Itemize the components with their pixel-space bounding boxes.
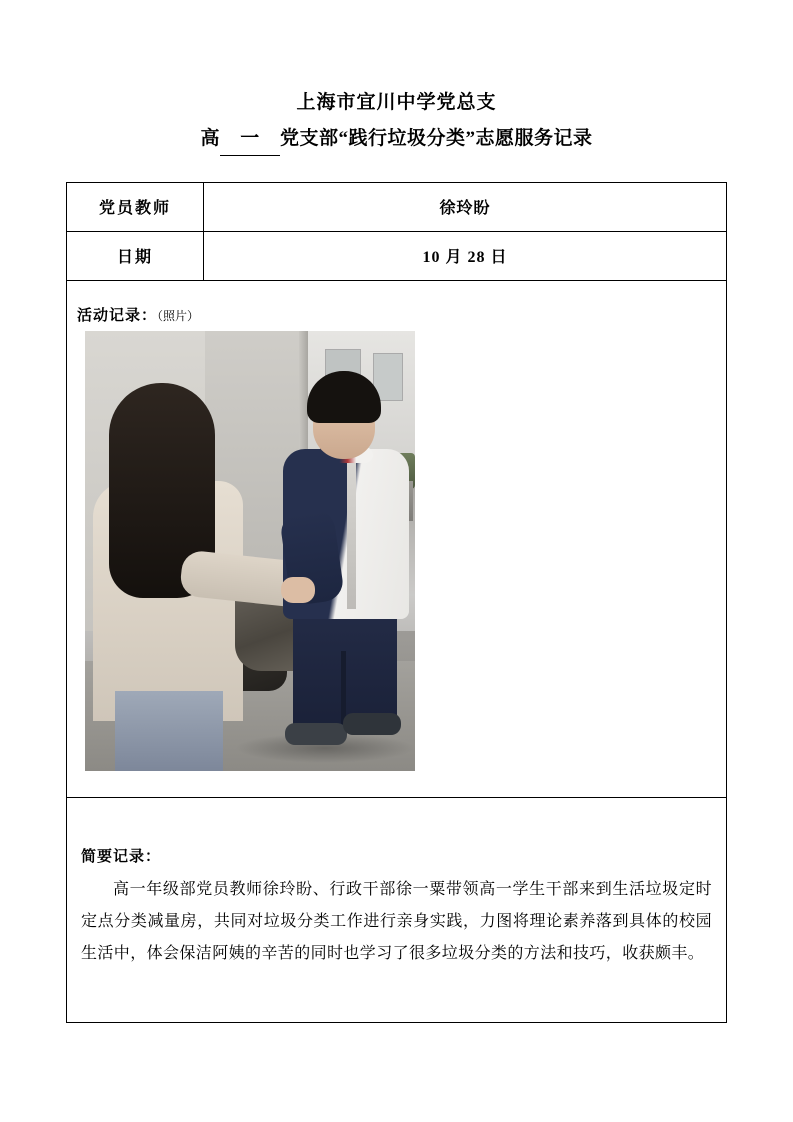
date-value: 10 月 28 日 xyxy=(204,231,727,280)
summary-body: 高一年级部党员教师徐玲盼、行政干部徐一粟带领高一学生干部来到生活垃圾定时定点分类减量房，共同对垃圾分类工作进行亲身实践，力图将理论素养落到具体的校园生活中，体会保洁阿姨的辛苦的同时也学习了很多垃圾分类的方法和技巧，收获颇丰。 xyxy=(81,881,712,963)
photo-boy-jacket-stripe xyxy=(347,459,356,609)
table-row xyxy=(67,182,727,231)
summary-cell xyxy=(67,797,727,1022)
activity-header xyxy=(77,304,716,325)
table-row xyxy=(67,231,727,280)
teacher-value: 徐玲盼 xyxy=(204,182,727,231)
record-table xyxy=(66,182,727,1023)
grade-blank: 一 xyxy=(220,124,280,155)
activity-note: （照片） xyxy=(157,309,200,324)
activity-photo xyxy=(85,331,415,771)
photo-boy-shoe-left xyxy=(285,723,347,745)
table-row-summary xyxy=(67,797,727,1022)
activity-cell xyxy=(67,280,727,797)
photo-illustration xyxy=(85,331,415,771)
page-title: 上海市宜川中学党总支 xyxy=(296,92,497,113)
photo-boy-shoe-right xyxy=(343,713,401,735)
activity-label: 活动记录： xyxy=(77,308,158,325)
teacher-label: 党员教师 xyxy=(67,182,204,231)
photo-woman-legs xyxy=(115,691,223,771)
page-subtitle xyxy=(66,124,727,155)
photo-boy-hand xyxy=(281,577,315,603)
subtitle-suffix: 党支部“践行垃圾分类”志愿服务记录 xyxy=(280,128,593,150)
date-label: 日期 xyxy=(67,231,204,280)
table-row-activity xyxy=(67,280,727,797)
subtitle-prefix: 高 xyxy=(200,128,220,150)
summary-label: 简要记录： xyxy=(81,849,162,866)
